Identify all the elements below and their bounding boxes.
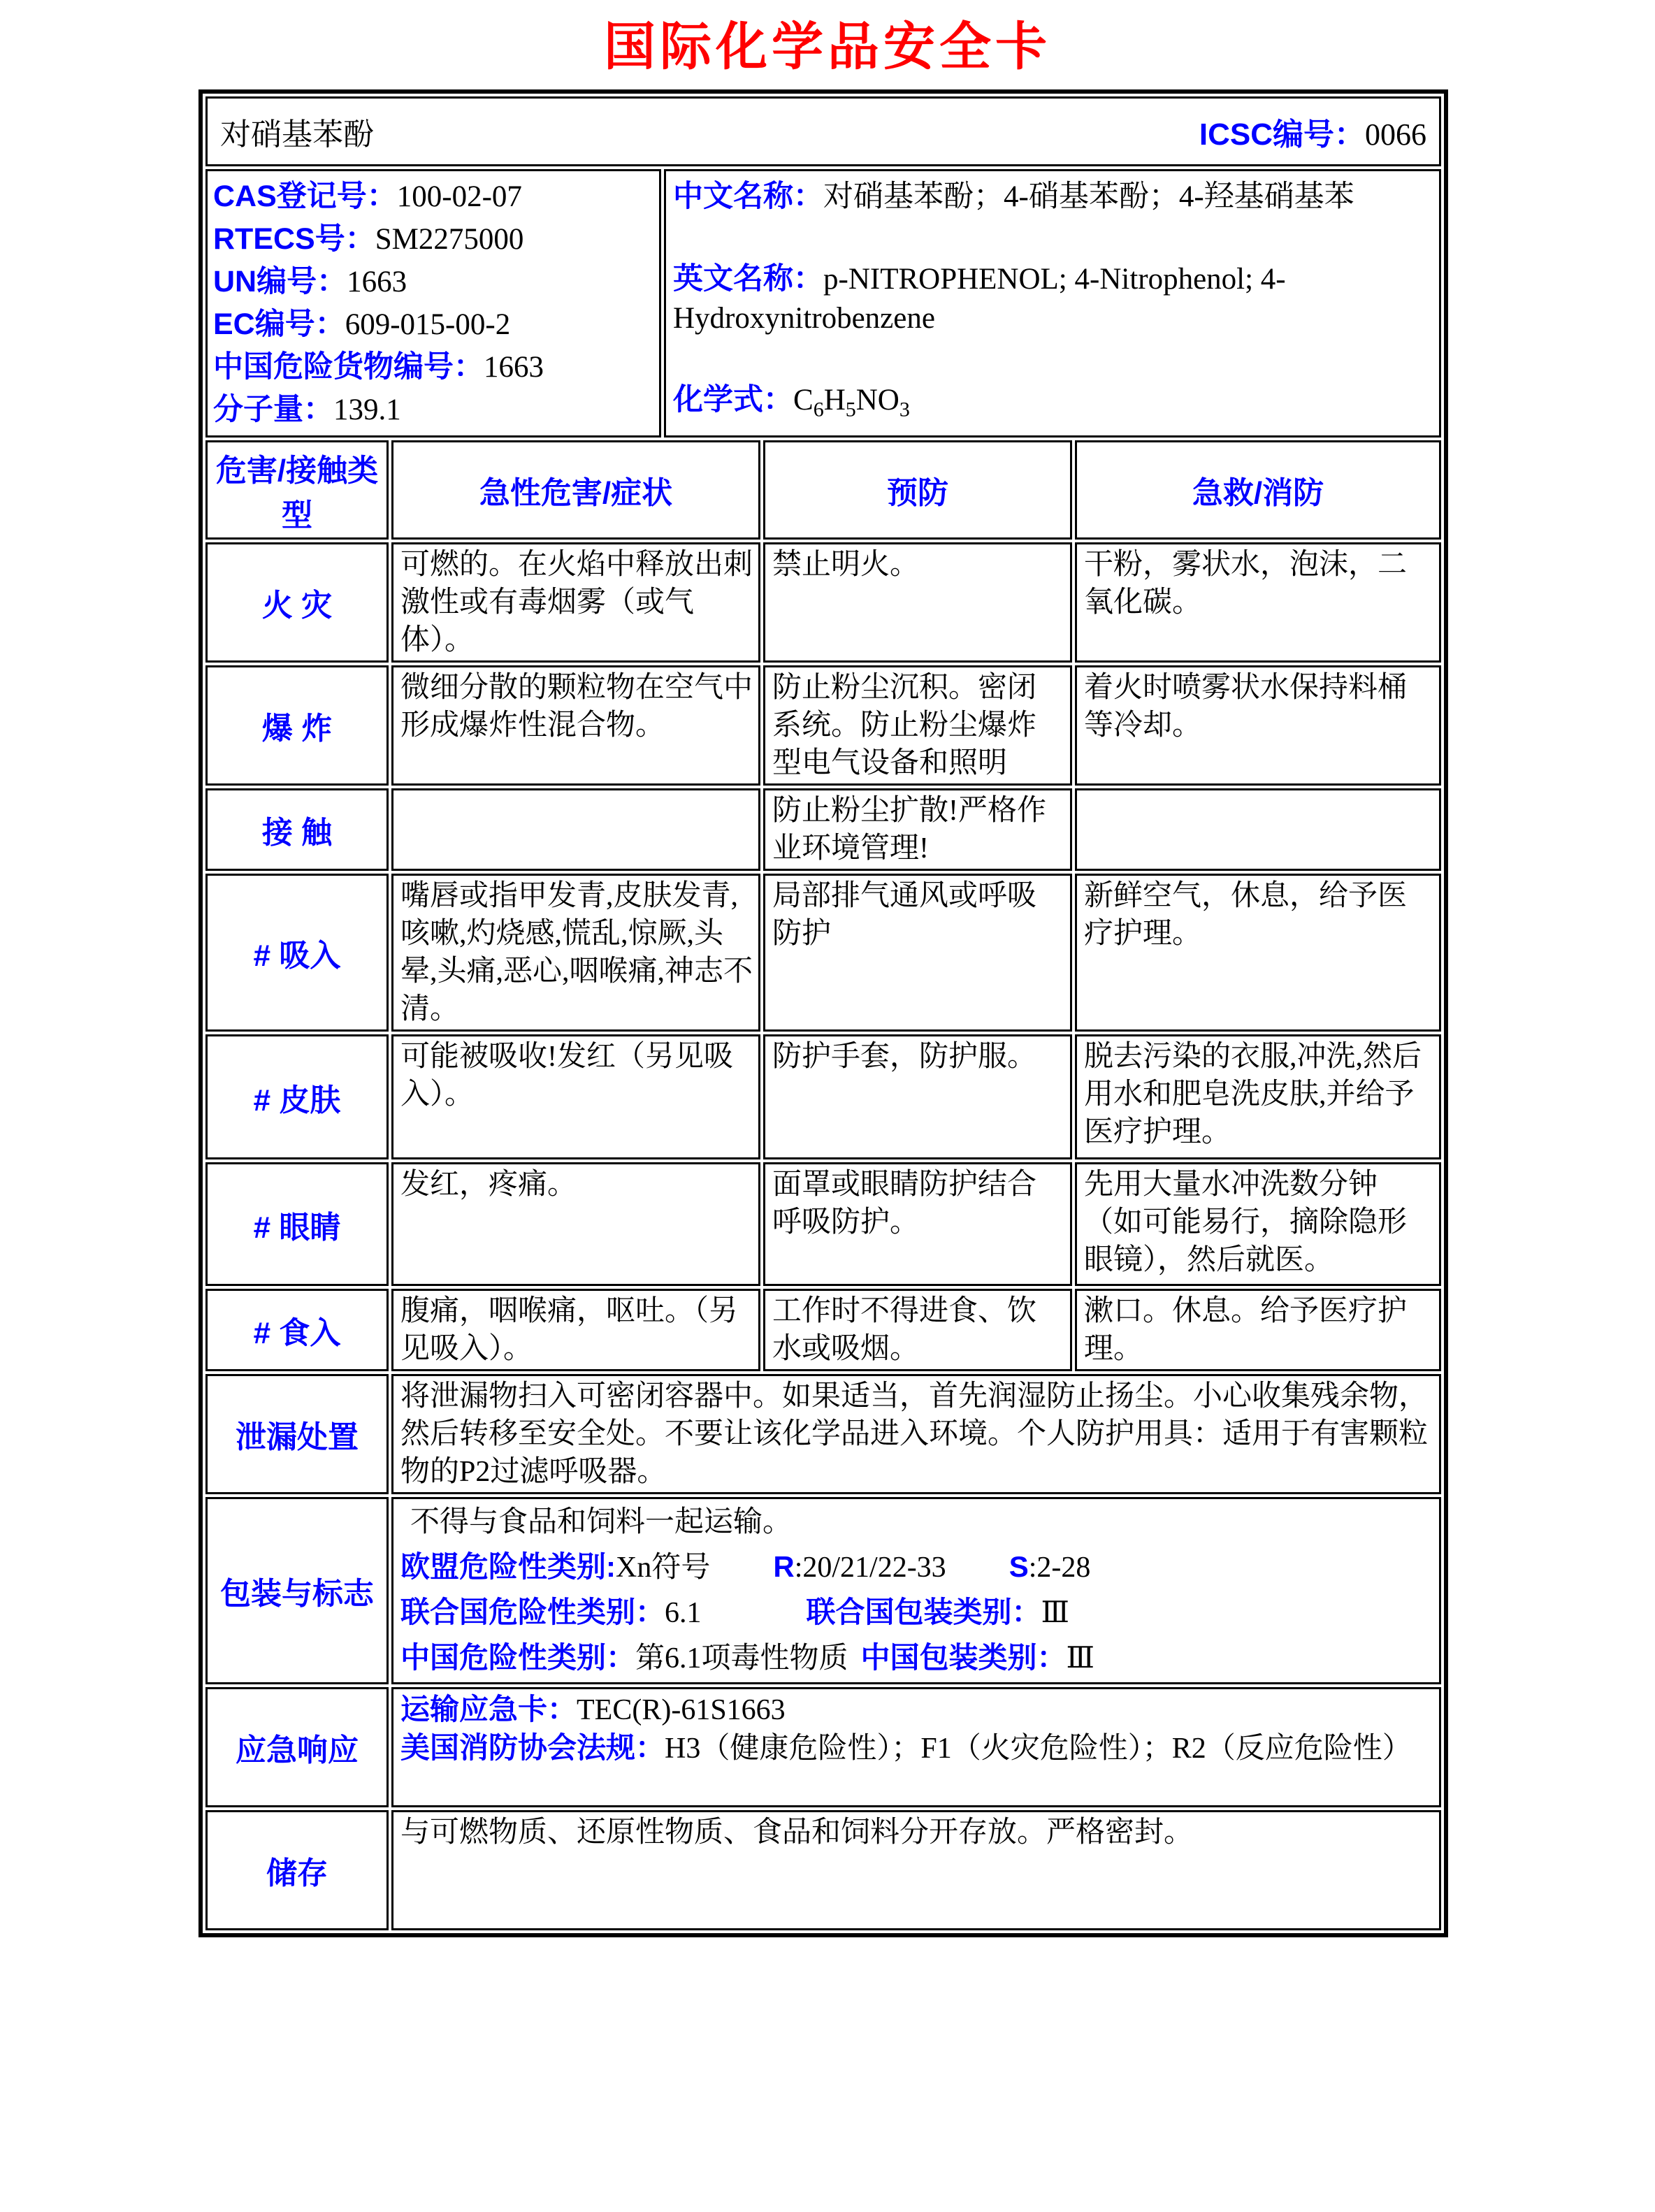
molecular-weight-line xyxy=(213,389,656,431)
ingestion-prevention: 工作时不得进食、饮水或吸烟。 xyxy=(763,1289,1072,1371)
inhalation-symptoms: 嘴唇或指甲发青,皮肤发青,咳嗽,灼烧感,慌乱,惊厥,头晕,头痛,恶心,咽喉痛,神志不清。 xyxy=(391,874,760,1032)
skin-prevention: 防护手套，防护服。 xyxy=(763,1034,1072,1159)
cn-pack-label: 中国包装类别： xyxy=(860,1641,1067,1674)
header-hazard-type: 危害/接触类型 xyxy=(205,440,389,540)
english-name-line xyxy=(673,259,1432,338)
explosion-prevention: 防止粉尘沉积。密闭系统。防止粉尘爆炸型电气设备和照明 xyxy=(763,665,1072,786)
ingestion-response: 漱口。休息。给予医疗护理。 xyxy=(1075,1289,1441,1371)
molecular-weight-label: 分子量： xyxy=(213,393,333,426)
row-label-storage: 储存 xyxy=(205,1810,389,1930)
packaging-transport-note: 不得与食品和饲料一起运输。 xyxy=(410,1506,793,1538)
row-label-skin: # 皮肤 xyxy=(205,1034,389,1159)
fire-prevention: 禁止明火。 xyxy=(763,542,1072,663)
storage-text: 与可燃物质、还原性物质、食品和饲料分开存放。严格密封。 xyxy=(391,1810,1441,1930)
ingestion-symptoms: 腹痛，咽喉痛，呕吐。（另见吸入）。 xyxy=(391,1289,760,1371)
cas-value: 100-02-07 xyxy=(396,180,522,213)
r-phrases-value: :20/21/22-33 xyxy=(794,1552,946,1584)
icsc-number-value: 0066 xyxy=(1365,117,1426,152)
s-phrases-label: S xyxy=(1009,1550,1029,1583)
cas-number-line xyxy=(213,175,656,218)
info-section xyxy=(205,169,1441,438)
un-pack-value: Ⅲ xyxy=(1041,1597,1070,1629)
explosion-response: 着火时喷雾状水保持料桶等冷却。 xyxy=(1075,665,1441,786)
chinese-name-line xyxy=(673,177,1432,217)
ec-label: EC编号： xyxy=(213,308,345,341)
identifiers-cell xyxy=(205,169,661,438)
ec-number-line xyxy=(213,303,656,346)
eyes-symptoms: 发红，疼痛。 xyxy=(391,1162,760,1286)
packaging-un-line xyxy=(400,1590,1433,1635)
nfpa-value: H3（健康危险性）；F1（火灾危险性）；R2（反应危险性） xyxy=(665,1733,1412,1765)
rtecs-label: RTECS号： xyxy=(213,222,375,256)
un-number-line xyxy=(213,261,656,303)
packaging-eu-line xyxy=(400,1545,1433,1590)
skin-response: 脱去污染的衣服,冲洗,然后用水和肥皂洗皮肤,并给予医疗护理。 xyxy=(1075,1034,1441,1159)
row-label-eyes: # 眼睛 xyxy=(205,1162,389,1286)
tec-value: TEC(R)-61S1663 xyxy=(577,1694,786,1726)
explosion-symptoms: 微细分散的颗粒物在空气中形成爆炸性混合物。 xyxy=(391,665,760,786)
chemical-name: 对硝基苯酚 xyxy=(220,117,374,152)
un-pack-label: 联合国包装类别： xyxy=(806,1596,1041,1628)
row-label-spill: 泄漏处置 xyxy=(205,1374,389,1494)
row-label-contact: 接 触 xyxy=(205,788,389,871)
china-dg-label: 中国危险货物编号： xyxy=(213,350,484,384)
row-label-fire: 火 灾 xyxy=(205,542,389,663)
tec-label: 运输应急卡： xyxy=(400,1693,577,1726)
eu-class-value: Xn符号 xyxy=(616,1552,711,1584)
nfpa-label: 美国消防协会法规： xyxy=(400,1731,665,1764)
english-name-value: p-NITROPHENOL; 4-Nitrophenol; 4-Hydroxynitrobenzene xyxy=(673,262,1286,335)
contact-symptoms xyxy=(391,788,760,871)
contact-response xyxy=(1075,788,1441,871)
ec-value: 609-015-00-2 xyxy=(345,308,511,341)
formula-line xyxy=(673,380,1432,430)
emergency-tec-line xyxy=(400,1691,1433,1729)
un-value: 1663 xyxy=(347,266,407,298)
rtecs-value: SM2275000 xyxy=(375,223,524,256)
icsc-number-group xyxy=(1199,109,1426,154)
page-title: 国际化学品安全卡 xyxy=(604,19,1051,76)
header-first-aid: 急救/消防 xyxy=(1075,440,1441,540)
un-label: UN编号： xyxy=(213,265,347,298)
row-label-explosion: 爆 炸 xyxy=(205,665,389,786)
china-dg-value: 1663 xyxy=(484,351,544,384)
cn-class-label: 中国危险性类别： xyxy=(400,1641,636,1674)
contact-prevention: 防止粉尘扩散!严格作业环境管理! xyxy=(763,788,1072,871)
row-label-inhalation: # 吸入 xyxy=(205,874,389,1032)
chinese-name-label: 中文名称： xyxy=(673,180,823,213)
eu-class-label: 欧盟危险性类别: xyxy=(400,1550,616,1583)
card-header-row xyxy=(205,96,1441,166)
inhalation-response: 新鲜空气，休息，给予医疗护理。 xyxy=(1075,874,1441,1032)
header-symptoms: 急性危害/症状 xyxy=(391,440,760,540)
header-prevention: 预防 xyxy=(763,440,1072,540)
cas-label: CAS登记号： xyxy=(213,180,397,213)
names-cell xyxy=(664,169,1441,438)
fire-response: 干粉，雾状水，泡沫，二氧化碳。 xyxy=(1075,542,1441,663)
un-class-label: 联合国危险性类别： xyxy=(400,1596,665,1628)
emergency-nfpa-line xyxy=(400,1729,1433,1768)
english-name-label: 英文名称： xyxy=(673,261,823,296)
row-label-packaging: 包装与标志 xyxy=(205,1497,389,1684)
china-dg-number-line xyxy=(213,346,656,389)
inhalation-prevention: 局部排气通风或呼吸防护 xyxy=(763,874,1072,1032)
spill-text: 将泄漏物扫入可密闭容器中。如果适当，首先润湿防止扬尘。小心收集残余物，然后转移至安全处。不要让该化学品进入环境。个人防护用具：适用于有害颗粒物的P2过滤呼吸器。 xyxy=(391,1374,1441,1494)
row-label-emergency: 应急响应 xyxy=(205,1687,389,1807)
fire-symptoms: 可燃的。在火焰中释放出刺激性或有毒烟雾（或气体）。 xyxy=(391,542,760,663)
rtecs-number-line xyxy=(213,218,656,261)
un-class-value: 6.1 xyxy=(665,1597,702,1629)
formula-label: 化学式： xyxy=(673,383,793,417)
eyes-response: 先用大量水冲洗数分钟（如可能易行，摘除隐形眼镜），然后就医。 xyxy=(1075,1162,1441,1286)
formula-value: $C_6H_5NO_3$ xyxy=(793,384,910,421)
molecular-weight-value: 139.1 xyxy=(333,393,401,426)
cn-class-value: 第6.1项毒性物质 xyxy=(635,1642,848,1675)
cn-pack-value: Ⅲ xyxy=(1066,1642,1095,1675)
emergency-cell xyxy=(391,1687,1441,1807)
hazard-table xyxy=(205,440,1441,1930)
icsc-number-label: ICSC编号： xyxy=(1199,117,1365,152)
eyes-prevention: 面罩或眼睛防护结合呼吸防护。 xyxy=(763,1162,1072,1286)
row-label-ingestion: # 食入 xyxy=(205,1289,389,1371)
skin-symptoms: 可能被吸收!发红（另见吸入）。 xyxy=(391,1034,760,1159)
icsc-card xyxy=(198,89,1448,1937)
packaging-cell xyxy=(391,1497,1441,1684)
chinese-name-value: 对硝基苯酚；4-硝基苯酚；4-羟基硝基苯 xyxy=(823,180,1354,213)
packaging-cn-line xyxy=(400,1635,1433,1681)
s-phrases-value: :2-28 xyxy=(1028,1552,1091,1584)
r-phrases-label: R xyxy=(773,1550,795,1583)
